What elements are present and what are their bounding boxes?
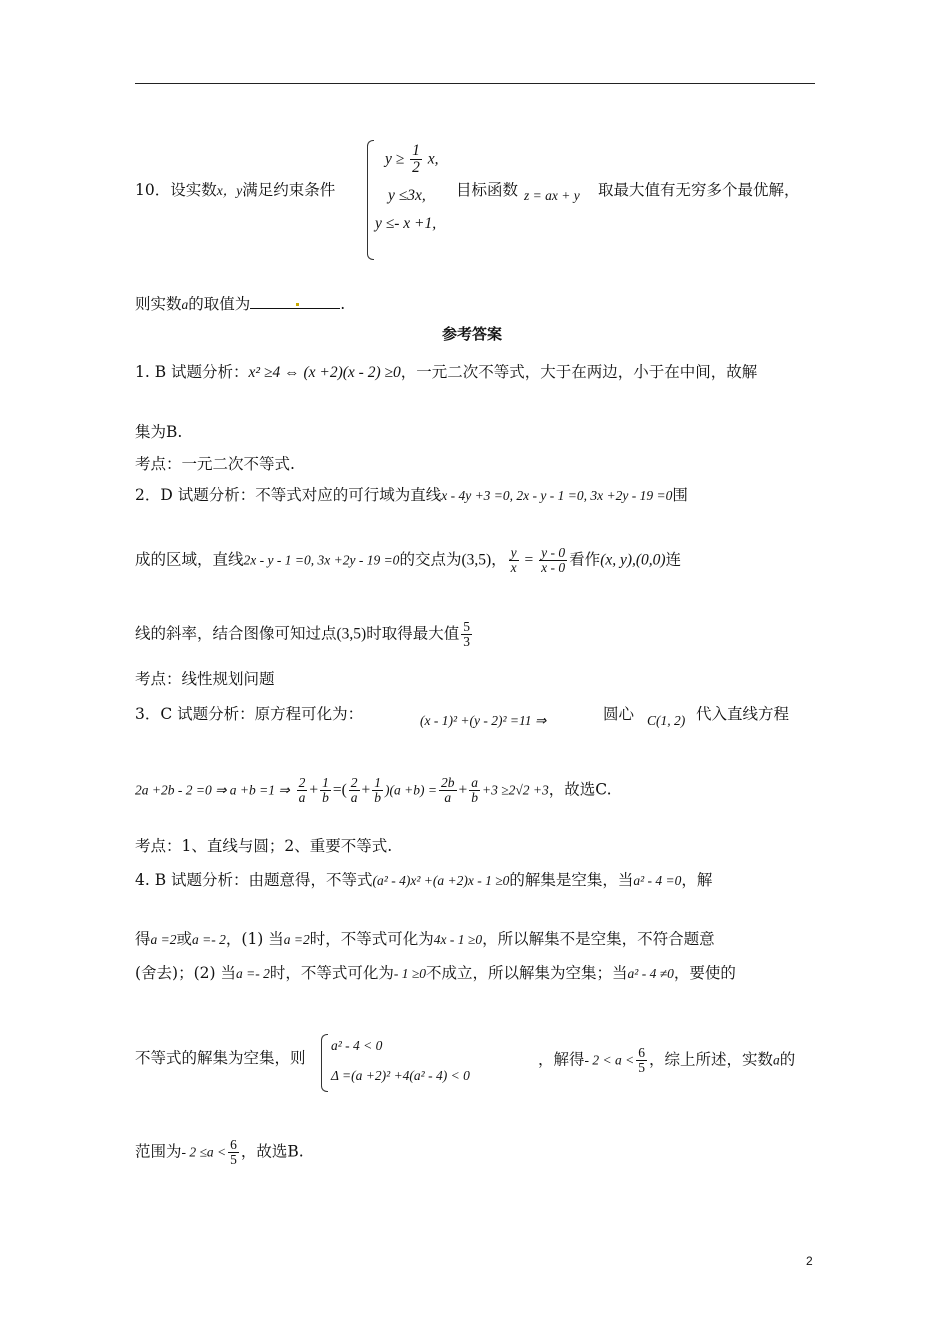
a2-lines: x - 4y +3 =0, 2x - y - 1 =0, 3x +2y - 19 =0 bbox=[441, 488, 673, 503]
a3-line2: 2a +2b - 2 =0 ⇒ a +b =1 ⇒ $\frac{2}{a}$ + $\frac{1}{b}$ =( $\frac{2}{a}$ + $\frac{1}{b}$ )(a +b) = $\frac{2b}{a}$ + $\frac{a}{b}$ +3 ≥2√2 +3，故选C. bbox=[135, 775, 612, 806]
a3-center-label: 圆心 bbox=[603, 705, 635, 723]
a3-kaodian: 考点：1、直线与圆；2、重要不等式. bbox=[135, 837, 393, 855]
a4-line1: 4. B 试题分析：由题意得，不等式(a² - 4)x² +(a +2)x - 1 ≥0的解集是空集，当a² - 4 =0，解 bbox=[135, 871, 713, 889]
q10-objective: z = ax + y bbox=[524, 188, 580, 203]
a2-kaodian: 考点：线性规划问题 bbox=[135, 670, 275, 688]
q10-line2: 则实数a的取值为 . bbox=[135, 295, 346, 313]
q10-constraint-2: y ≤3x, bbox=[388, 187, 426, 204]
a4-line5: 范围为- 2 ≤a < $\frac{6}{5}$ ，故选B. bbox=[135, 1137, 304, 1168]
a2-line2: 成的区域，直线2x - y - 1 =0, 3x +2y - 19 =0的交点为(3,5)， $\frac{y}{x}$ = $\frac{y - 0}{x - 0}$ 看作(x, y),(0,0)连 bbox=[135, 545, 682, 576]
a3-head: 3．C 试题分析：原方程可化为： bbox=[135, 705, 364, 723]
a3-center: C(1, 2) bbox=[647, 713, 686, 728]
a1-kaodian: 考点：一元二次不等式. bbox=[135, 455, 295, 473]
answer-blank[interactable] bbox=[250, 294, 340, 309]
a3-tail: 代入直线方程 bbox=[696, 705, 790, 723]
a1-line1: 1. B 试题分析：x² ≥4 ⇔ (x +2)(x - 2) ≥0，一元二次不等式，大于在两边，小于在中间，故解 bbox=[135, 363, 758, 381]
header-rule bbox=[135, 83, 815, 84]
q10-tail: 取最大值有无穷多个最优解， bbox=[598, 181, 800, 199]
a4-system-2: Δ =(a +2)² +4(a² - 4) < 0 bbox=[331, 1068, 470, 1083]
a4-line4-lead: 不等式的解集为空集，则 bbox=[135, 1049, 306, 1067]
q10-constraint-3: y ≤- x +1, bbox=[375, 215, 437, 232]
a4-line3: (舍去)；(2) 当a =- 2时，不等式可化为- 1 ≥0不成立，所以解集为空集；当a² - 4 ≠0，要使的 bbox=[135, 964, 736, 982]
q10-cond-label: 满足约束条件 bbox=[242, 181, 336, 199]
a2-line1: 2．D 试题分析：不等式对应的可行域为直线x - 4y +3 =0, 2x - y - 1 =0, 3x +2y - 19 =0围 bbox=[135, 486, 688, 504]
answers-title: 参考答案 bbox=[442, 325, 503, 343]
page-number: 2 bbox=[806, 1254, 813, 1268]
q10-lead: 10．设实数 bbox=[135, 181, 217, 199]
q10-line1 bbox=[135, 178, 335, 200]
a4-line2: 得a =2或a =- 2，(1) 当a =2时，不等式可化为4x - 1 ≥0，所以解集不是空集，不符合题意 bbox=[135, 930, 715, 948]
a1-formula: x² ≥4 ⇔ (x +2)(x - 2) ≥0 bbox=[248, 364, 401, 381]
q10-vars: x，y bbox=[216, 183, 243, 198]
q10-brace bbox=[367, 140, 374, 260]
q10-constraint-1: y ≥ $\frac{1}{2}$ x, bbox=[385, 142, 439, 177]
a2-line3: 线的斜率，结合图像可知过点(3,5)时取得最大值 $\frac{5}{3}$ bbox=[135, 619, 470, 650]
a1-line2: 集为B. bbox=[135, 423, 183, 441]
a4-system-1: a² - 4 < 0 bbox=[331, 1038, 383, 1053]
a4-line4-tail: ，解得- 2 < a < $\frac{6}{5}$ ，综上所述，实数a的 bbox=[538, 1045, 796, 1076]
a4-system-brace bbox=[321, 1034, 328, 1092]
a3-eq: (x - 1)² +(y - 2)² =11 ⇒ bbox=[420, 713, 547, 728]
q10-objective-label: 目标函数 bbox=[456, 181, 519, 199]
